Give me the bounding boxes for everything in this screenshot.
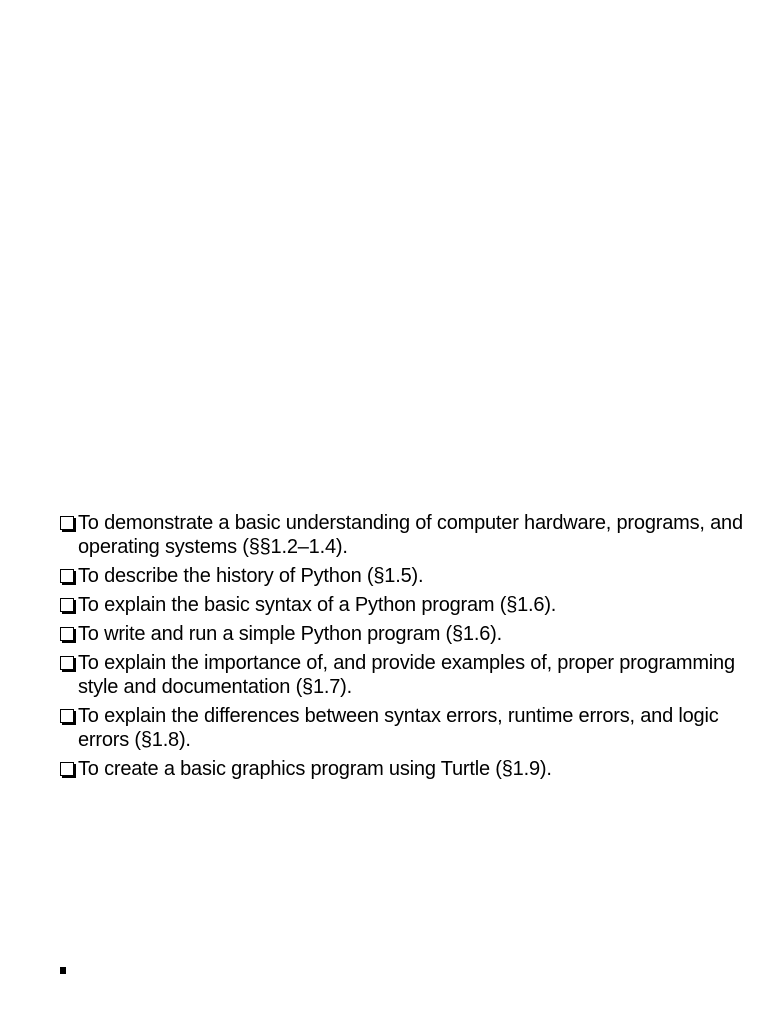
list-item (60, 564, 750, 588)
list-item (60, 704, 750, 752)
list-item (60, 651, 750, 699)
square-bullet-icon (60, 967, 66, 974)
list-item (60, 511, 750, 559)
objective-text: To explain the basic syntax of a Python program (§1.6). (78, 594, 557, 616)
checkbox-icon (60, 516, 74, 530)
checkbox-icon (60, 569, 74, 583)
list-item (60, 622, 750, 646)
list-item (60, 593, 750, 617)
checkbox-icon (60, 709, 74, 723)
checkbox-icon (60, 627, 74, 641)
checkbox-icon (60, 656, 74, 670)
list-item (60, 757, 750, 781)
objective-text: To explain the differences between syntax errors, runtime errors, and logic errors (§1.8). (78, 705, 719, 751)
checkbox-icon (60, 598, 74, 612)
checkbox-icon (60, 762, 74, 776)
objective-text: To demonstrate a basic understanding of computer hardware, programs, and operating systems (§§1.2–1.4). (78, 512, 743, 558)
objective-text: To write and run a simple Python program (§1.6). (78, 623, 502, 645)
objective-text: To explain the importance of, and provide examples of, proper programming style and documentation (§1.7). (78, 652, 735, 698)
objective-text: To describe the history of Python (§1.5). (78, 565, 424, 587)
objective-text: To create a basic graphics program using Turtle (§1.9). (78, 758, 552, 780)
objectives-list (60, 511, 750, 786)
